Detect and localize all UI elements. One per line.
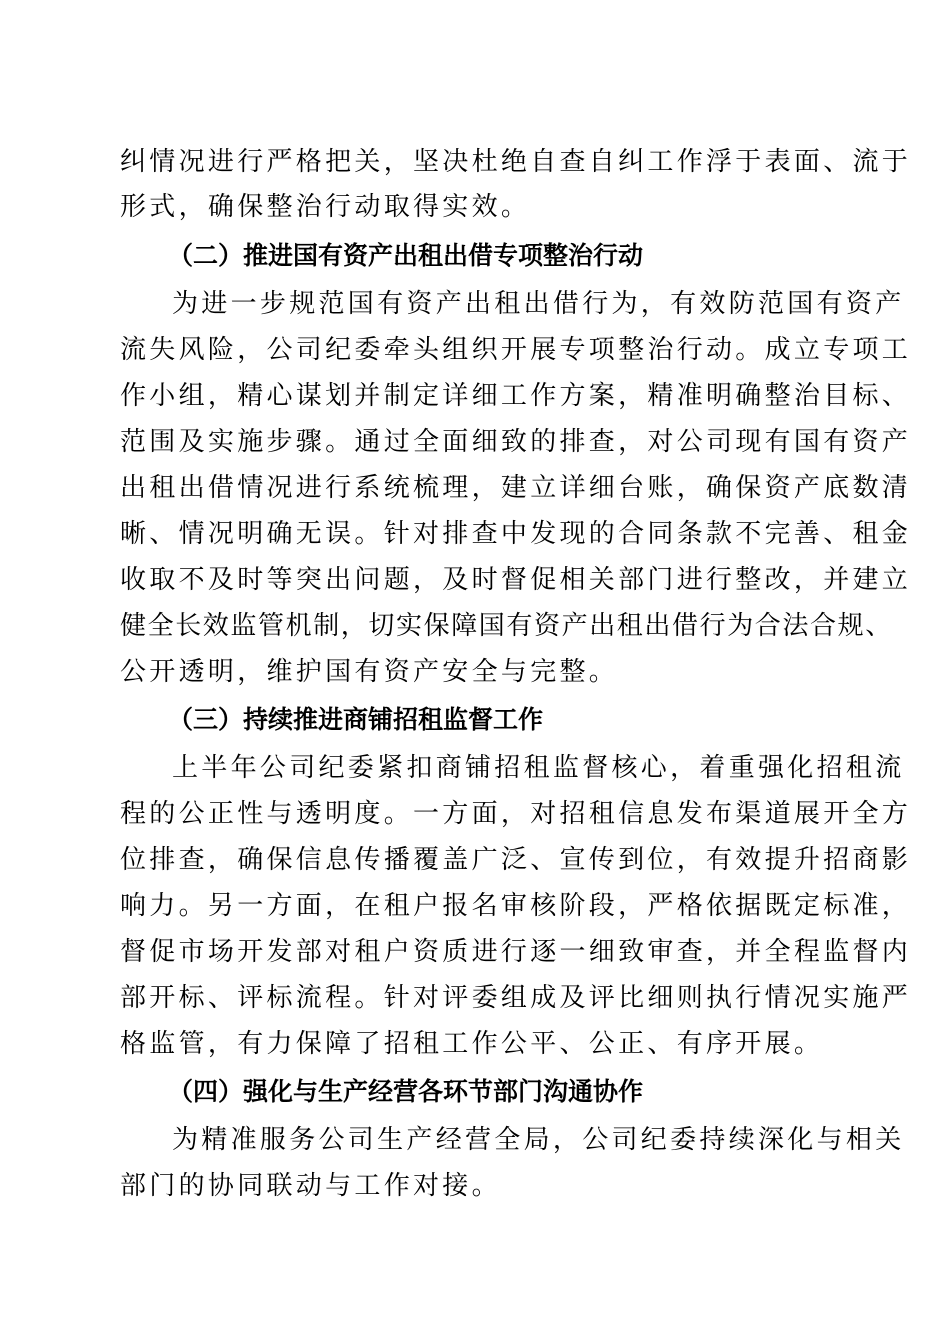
paragraph-line: 形式，确保整治行动取得实效。	[120, 192, 531, 222]
paragraph-line: 位排查，确保信息传播覆盖广泛、宣传到位，有效提升招商影	[120, 845, 912, 875]
paragraph-line: 范围及实施步骤。通过全面细致的排查，对公司现有国有资产	[120, 427, 912, 457]
paragraph-line: 部开标、评标流程。针对评委组成及评比细则执行情况实施严	[120, 983, 912, 1013]
paragraph-line: 健全长效监管机制，切实保障国有资产出租出借行为合法合规、	[120, 611, 893, 641]
paragraph-line: 格监管，有力保障了招租工作公平、公正、有序开展。	[120, 1029, 824, 1059]
paragraph-line: 响力。另一方面，在租户报名审核阶段，严格依据既定标准，	[120, 891, 912, 921]
section-heading-3: （三）持续推进商铺招租监督工作	[168, 705, 544, 734]
paragraph-line: 公开透明，维护国有资产安全与完整。	[120, 657, 619, 687]
paragraph-line: 作小组，精心谋划并制定详细工作方案，精准明确整治目标、	[120, 381, 912, 411]
paragraph-line: 收取不及时等突出问题，及时督促相关部门进行整改，并建立	[120, 565, 912, 595]
paragraph-line: 流失风险，公司纪委牵头组织开展专项整治行动。成立专项工	[120, 335, 912, 365]
paragraph-line: 程的公正性与透明度。一方面，对招租信息发布渠道展开全方	[120, 799, 912, 829]
paragraph-line: 上半年公司纪委紧扣商铺招租监督核心，着重强化招租流	[172, 753, 905, 783]
paragraph-line: 为进一步规范国有资产出租出借行为，有效防范国有资产	[172, 289, 905, 319]
paragraph-line: 为精准服务公司生产经营全局，公司纪委持续深化与相关	[172, 1125, 905, 1155]
paragraph-line: 纠情况进行严格把关，坚决杜绝自查自纠工作浮于表面、流于	[120, 147, 912, 177]
paragraph-line: 督促市场开发部对租户资质进行逐一细致审查，并全程监督内	[120, 937, 912, 967]
paragraph-line: 部门的协同联动与工作对接。	[120, 1171, 501, 1201]
paragraph-line: 晰、情况明确无误。针对排查中发现的合同条款不完善、租金	[120, 519, 912, 549]
section-heading-2: （二）推进国有资产出租出借专项整治行动	[168, 241, 644, 270]
paragraph-line: 出租出借情况进行系统梳理，建立详细台账，确保资产底数清	[120, 473, 912, 503]
section-heading-4: （四）强化与生产经营各环节部门沟通协作	[168, 1077, 644, 1106]
